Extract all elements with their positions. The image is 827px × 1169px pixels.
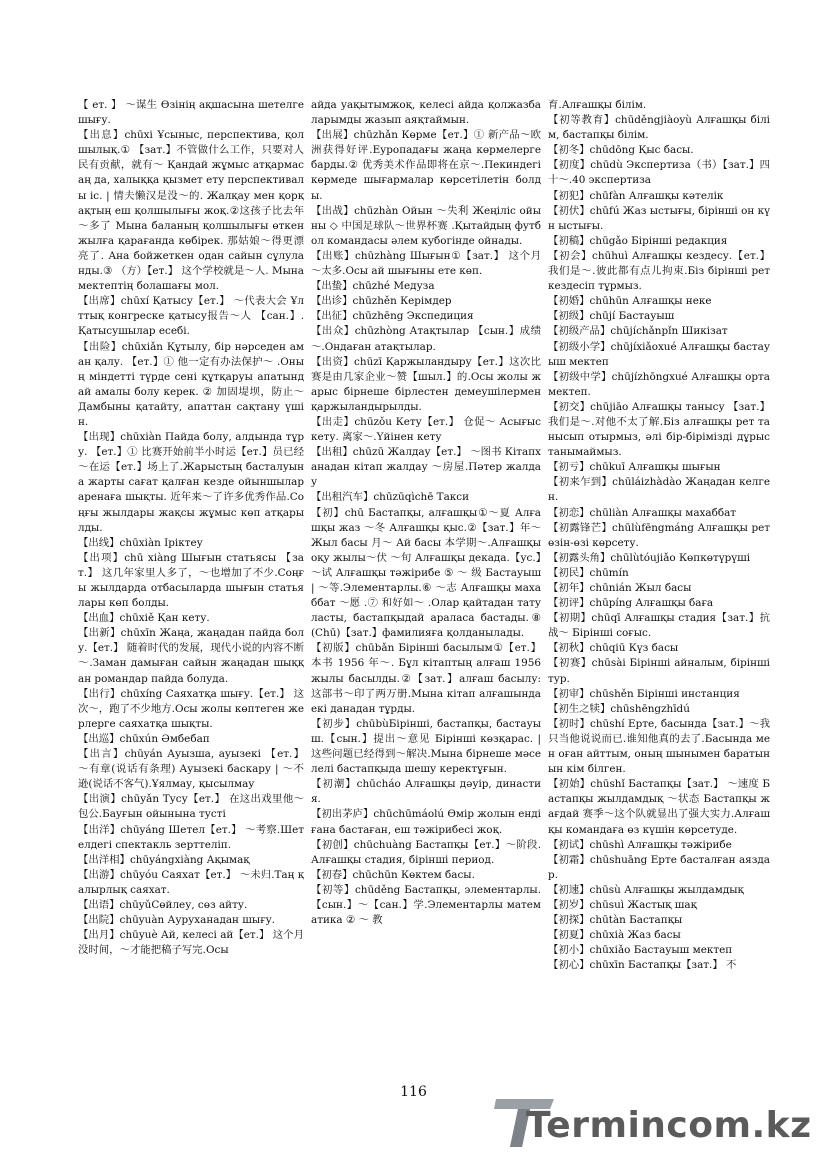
dictionary-entry: 【初会】chūhuì Алғашқы кездесу.【ет.】我们是～.彼此都有点儿拘束.Біз бірінші рет кездесіп тұрмыз. [548, 249, 770, 293]
dictionary-entry: 【初步】chūbùБірінші, бастапқы, бастауыш.【сын.】提出～意见 Бірінші көзқарас. | 这些问题已经得到～解决.Мына бірнеше мәселелі бастапқыда шешу керектұғын. [311, 717, 541, 776]
dictionary-entry: 【出走】chūzǒu Кету【ет.】 仓促～ Асығыс кету. 离家～.Үйінен кету [311, 415, 541, 444]
dictionary-entry: 育.Алғашқы білім. [548, 99, 647, 111]
dictionary-entry: 【出蛰】chūzhé Медуза [311, 280, 435, 293]
dictionary-entry: 【 ет. 】 ～谋生 Өзінің ақшасына шетелге шығу. [78, 99, 304, 127]
dictionary-entry: 【初伏】chūfú Жаз ыстығы, бірінші он күн ыстығы. [548, 204, 770, 232]
dictionary-entry: 【出言】chūyán Ауызша, ауызекі 【ет.】 ～有章(说话有条理) Ауызекі баскару | ～不逊(说话不客气).Ұялмау, қысылмау [78, 748, 304, 791]
column-3 [548, 98, 770, 1108]
dictionary-entry: 【初级中学】chūjízhōngxué Алғашқы орта мектеп. [548, 370, 770, 398]
dictionary-entry: 【出项】chū xiàng Шығын статьясы 【зат.】 这几年家里人多了，～也增加了不少.Соңғы жылдарда отбасыларда шығын статьялары көп болды. [78, 551, 304, 610]
dictionary-entry: 【初亏】chūkuī Алғашқы шығын [548, 461, 721, 474]
dictionary-entry: 【初犯】chūfàn Алғашқы кәтелік [548, 189, 724, 202]
dictionary-entry: 【初小】chūxiǎo Бастауыш мектеп [548, 944, 733, 957]
dictionary-entry: 【出血】chūxiě Қан кету. [78, 612, 210, 625]
dictionary-entry: 【初秋】chūqiū Күз басы [548, 642, 679, 655]
dictionary-entry: 【出游】chūyóu Саяхат【ет.】 ～未归.Таң қалырлық саяхат. [78, 868, 304, 896]
dictionary-entry: 【出展】chūzhǎn Көрме【ет.】① 新产品～欧洲获得好评.Еуропадағы жаңа көрмелерге барды.② 优秀美术作品即将在京～.Пекиндегі көрмеде шығармалар көрсетілетін болды. [311, 129, 541, 202]
dictionary-entry: 【出月】chūyuè Ай, келесі ай【ет.】 这个月没时间，～才能把稿子写完.Осы [78, 929, 304, 957]
dictionary-entry: 【出巡】chūxún Әмбебап [78, 732, 210, 745]
dictionary-entry: 【出行】chūxíng Саяхатқа шығу.【ет.】 这次～，跑了不少地方.Осы жолы көптеген жерлерге саяхатқа шықты. [78, 687, 304, 730]
dictionary-entry: 【初霜】chūshuāng Ерте басталған аяздар. [548, 853, 770, 881]
dictionary-entry: 【出战】chūzhàn Ойын ～失利 Жеңіліс ойыны ◇ 中国足球队～世界杯赛 .Қытайдың футбол командасы әлем кубогінде ойнады. [311, 204, 541, 247]
dictionary-entry: 【初审】chūshěn Бірінші инстанция [548, 687, 740, 700]
watermark-text: Termincom.kz [526, 1105, 812, 1146]
dictionary-entry: 【出新】chūxīn Жаңа, жаңадан пайда болу.【ет.】 随着时代的发展，现代小说的内容不断～.Заман дамыған сайын жаңадан шыққан романдар пайда болуда. [78, 627, 304, 685]
dictionary-entry: 【出演】chūyǎn Тусу【ет.】 在这出戏里他～包公.Бауғын ойынына тусті [78, 793, 304, 821]
dictionary-entry: 【初露头角】chūlùtóujiǎo Көпкөтүрүші [548, 551, 751, 564]
column-2 [311, 98, 541, 1108]
dictionary-entry: 【初版】chūbǎn Бірінші басылым①【ет.】 本书 1956 年～. Бұл кітаптың алғаш 1956 жылы басылды.②【зат.】алғаш басылу: 这部书～印了两万册.Мына кітап алғашында екі данадан тұрды. [311, 642, 541, 715]
page-number: 116 [400, 1084, 427, 1100]
dictionary-entry: 【初级产品】chūjíchǎnpǐn Шикізат [548, 325, 728, 338]
dictionary-entry: 【出席】chūxí Қатысу【ет.】 ～代表大会 Ұлттық конгреске қатысу报告～人 【сан.】.Қатысушылар есебі. [78, 295, 304, 338]
dictionary-entry: 【初等教育】chūděngjiàoyù Алғашқы білім, бастапқы білім. [548, 114, 770, 142]
dictionary-entry: 【初婚】chūhūn Алғашқы неке [548, 295, 712, 308]
dictionary-entry: 【初冬】chūdōng Қыс басы. [548, 144, 694, 157]
dictionary-entry: 【初速】chūsù Алғашқы жылдамдық [548, 883, 744, 896]
dictionary-entry: 【出线】chūxiàn Іріктеу [78, 536, 203, 549]
dictionary-entry: 【出租汽车】chūzūqìchē Такси [311, 491, 470, 504]
dictionary-entry: 【初岁】chūsuì Жастық шақ [548, 898, 697, 911]
dictionary-entry: 【初评】chūpíng Алғашқы баға [548, 597, 714, 610]
dictionary-entry: айда уақытымжоқ, келесі айда қолжазбаларымды жазып аяқтаймын. [311, 99, 541, 127]
dictionary-entry: 【出院】chūyuàn Ауруханадан шығу. [78, 914, 276, 927]
dictionary-entry: 【初级小学】chūjíxiǎoxué Алғашқы бастауыш мектеп [548, 340, 770, 368]
dictionary-entry: 【初露锋芒】chūlùfēngmáng Алғашқы рет өзін-өзі көрсету. [548, 521, 770, 549]
dictionary-entry: 【出洋相】chūyángxiàng Ақымақ [78, 853, 250, 866]
dictionary-entry: 【初来乍到】chūláizhàdào Жаңадан келген. [548, 476, 770, 504]
dictionary-entry: 【初心】chūxīn Бастапқы【зат.】 不 [548, 959, 737, 972]
dictionary-entry: 【初年】chūnián Жыл басы [548, 582, 692, 594]
dictionary-entry: 【初期】chūqī Алғашқы стадия【зат.】抗战～ Бірінші соғыс. [548, 612, 770, 640]
column-1 [78, 98, 304, 1108]
dictionary-entry: 【初恋】chūliàn Алғашқы махаббат [548, 506, 737, 519]
dictionary-entry: 【初出茅庐】chūchūmáolú Өмір жолын енді ғана бастаған, еш тәжірибесі жоқ. [311, 808, 541, 836]
dictionary-entry: 【初生之犊】chūshēngzhīdú [548, 702, 690, 715]
dictionary-entry: 【出租】chūzū Жалдау【ет.】 ～图书 Кітапханадан кітап жалдау ～房屋.Пәтер жалдау [311, 446, 541, 489]
dictionary-entry: 【出众】chūzhòng Атақтылар 【сын.】成绩～.Ондаған атақтылар. [311, 325, 541, 353]
dictionary-entry: 【初级】chūjí Бастауыш [548, 310, 675, 323]
dictionary-entry: 【初创】chūchuàng Бастапқы【ет.】～阶段.Алғашқы стадия, бірінші период. [311, 838, 541, 866]
dictionary-entry: 【出诊】chūzhěn Керімдер [311, 295, 452, 308]
dictionary-entry: 【出征】chūzhēng Экспедиция [311, 310, 474, 323]
dictionary-entry: 【出洋】chūyáng Шетел【ет.】 ～考察.Шетелдегі спектакль зерттеліп. [78, 823, 304, 851]
dictionary-entry: 【出息】chūxi Ұсыныс, перспектива, қолшылық.① 【зат.】不管做什么工作，只要对人民有贡献，就有～ Қандай жұмыс атқармасаң да, халыққа қызмет ету перспективалы іс. | 情夫懒汉是没～的. Жалқау мен қорқақтың еш қолшылығы жоқ.②这孩子比去年～多了 Мына баланың қолшылығы өткен жылға қарағанда көбірек. 那姑娘～得更漂亮了. Ана бойжеткен одан сайын сұлуланды.③ （方）【ет.】 这个学校就是～人. Мына мектептің болашағы мол. [78, 129, 304, 293]
dictionary-entry: 【初夏】chūxià Жаз басы [548, 929, 681, 942]
dictionary-entry: 【初稿】chūgǎo Бірінші редакция [548, 234, 728, 247]
dictionary-entry: 【初赛】chūsài Бірінші айналым, бірінші тур. [548, 657, 770, 685]
dictionary-entry: 【初】chū Бастапқы, алғашқы①～夏 Алғашқы жаз ～冬 Алғашқы қыс.②【зат.】年～ Жыл басы 月～ Ай басы 本学期～.Алғашқы оқу жылы～伏 ～旬 Алғашқы декада.【ус.】～试 Алғашқы тәжірибе ⑤ ～ 级 Бастауыш | ～等.Элементарлы.⑥ ～志 Алғашқы махаббат ～愿 .⑦ 和好如～ .Олар қайтадан татуласты, бастапқыдай араласа бастады.⑧(Chū)【зат.】фамилияға қолданылады. [311, 506, 541, 640]
dictionary-entry: 【初探】chūtàn Бастапқы [548, 914, 683, 927]
dictionary-columns [78, 98, 770, 1108]
dictionary-entry: 【初等】chūděng Бастапқы, элементарлы.【сын.】～【сан.】学.Элементарлы математика ② ～ 教 [311, 883, 541, 927]
dictionary-entry: 【出资】chūzī Қаржыландыру【ет.】这次比赛是由几家企业～赞【шыл.】的.Осы жолы жарыс бірнеше бірлестен демеушілермен қаржыландырылды. [311, 355, 541, 413]
dictionary-entry: 【初时】chūshí Ерте, басында【зат.】～我只当他说说而已.谁知他真的去了.Басында мен оған айттым, оның шынымен баратынын кім білген. [548, 717, 770, 776]
dictionary-entry: 【初度】chūdù Экспертиза（书）【зат.】四十～.40 экспертиза [548, 159, 770, 187]
dictionary-entry: 【初春】chūchūn Көктем басы. [311, 868, 475, 881]
dictionary-entry: 【出账】chūzhàng Шығын①【зат.】 这个月～太多.Осы ай шығыны ете көп. [311, 249, 541, 278]
dictionary-entry: 【初始】chūshǐ Бастапқы【зат.】 ～速度 Бастапқы жылдамдық ～状态 Бастапқы жағдай 赛季～这个队就显出了强大实力.Алғашқы командаға өз күшін көрсетуде. [548, 778, 770, 836]
dictionary-entry: 【出险】chūxiǎn Құтылу, бір нәрседен аман қалу. 【ет.】① 他一定有办法保护～ .Оның міндетті түрде сені құтқаруы апатындай амалы болу керек. ② 加固堤坝，防止～ Дамбыны қатайту, апаттан сақтану үшін. [78, 340, 304, 428]
dictionary-entry: 【初民】chūmín [548, 566, 629, 579]
dictionary-entry: 【出语】chūyǔСөйлеу, сөз айту. [78, 898, 248, 911]
dictionary-entry: 【初潮】chūcháo Алғашқы дәуір, династия. [311, 778, 541, 806]
termincom-watermark [492, 1093, 812, 1153]
dictionary-entry: 【初交】chūjiāo Алғашқы танысу 【зат.】我们是～.对他不太了解.Біз алғашқы рет танысып отырмыз, әлі бір-бірімізді дұрыс танымаймыз. [548, 400, 770, 459]
dictionary-entry: 【初试】chūshì Алғашқы тәжірибе [548, 838, 732, 851]
dictionary-entry: 【出现】chūxiàn Пайда болу, алдында тұру. 【ет.】① 比赛开始前半小时运【ет.】员已经～在运【ет.】场上了.Жарыстың басталуына жарты сағат қалған кезде ойыншылар аренаға шықты. 近年来～了许多优秀作品.Соңғы жылдары жақсы жұмыс көп атқарылды. [78, 431, 304, 534]
